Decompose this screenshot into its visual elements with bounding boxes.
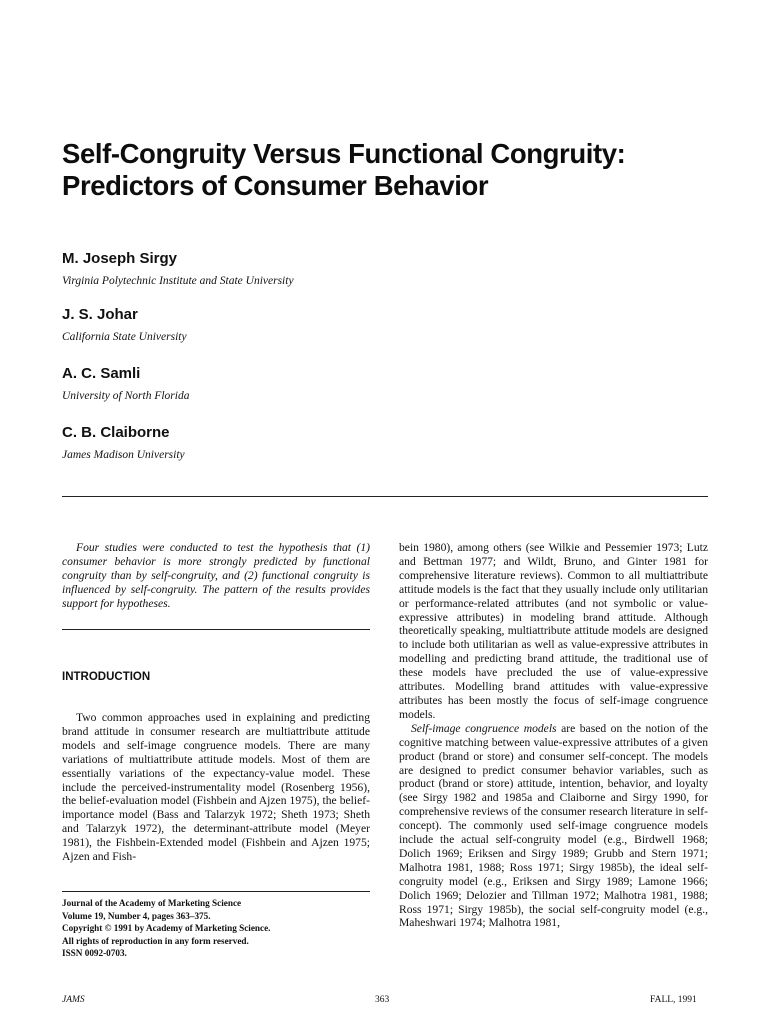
author-name: M. Joseph Sirgy [62,250,178,267]
author-affiliation: Virginia Polytechnic Institute and State University [62,275,294,287]
footnote-line: ISSN 0092-0703. [62,948,127,959]
author-name: A. C. Samli [62,365,141,382]
footnote-line: Journal of the Academy of Marketing Science [62,898,242,908]
footnote-line: All rights of reproduction in any form reserved. [62,935,249,946]
header-divider [62,496,708,497]
title-line-2: Predictors of Consumer Behavior [62,170,489,201]
author-affiliation: University of North Florida [62,390,190,402]
footnote-divider [62,891,370,892]
author-block [62,365,662,403]
footer-journal: JAMS [62,995,85,1005]
section-heading-introduction: INTRODUCTION [62,671,151,683]
emphasis-term: Self-image congruence models [411,721,557,735]
author-block [62,250,662,288]
body-paragraph: Two common approaches used in explaining and predicting brand attitude in consumer research are multiattribute attitude models and self-image congruence models. There are many variations of multiattribute attitude models. Most of them are essentially variations of the expectancy-value model. These include the perceived-instrumentality model (Rosenberg 1956), the belief-evaluation model (Fishbein and Ajzen 1975), the belief-importance model (Bass and Talarzyk 1972; Sheth 1973; Sheth and Talarzyk 1972), the determinant-attribute model (Meyer 1981), the Fishbein-Extended model (Fishbein and Ajzen 1975; Ajzen and Fish- [62,711,370,864]
body-paragraph: bein 1980), among others (see Wilkie and Pessemier 1973; Lutz and Bettman 1977; and Wildt, Bruno, and Ginter 1981 for comprehensive literature reviews). Common to all multiattribute attitude models is the fact that they usually include only utilitarian or performance-related attributes (and not symbolic or value-expressive attributes) in modeling brand attitude. Although theoretically speaking, multiattribute attitude models are designed to include both utilitarian as well as value-expressive attributes in modelling and predicting brand attitude, the traditional use of these models have precluded the use of value-expressive attributes. Modelling brand attitudes with value-expressive attributes has been mostly the focus of self-image congruence models. [399,541,708,721]
author-name: J. S. Johar [62,306,138,323]
right-column [399,541,708,930]
journal-footnote [62,897,370,960]
author-affiliation: California State University [62,331,187,343]
title-line-1: Self-Congruity Versus Functional Congruity: [62,138,626,169]
paragraph-text: are based on the notion of the cognitive matching between value-expressive attributes of a given product (brand or store) and consumer self-concept. The models are designed to predict consumer behavior variables, such as product (brand or store) attitude, intention, behavior, and loyalty (see Sirgy 1982 and 1985a and Claiborne and Sirgy 1990, for comprehensive reviews of the consumer research literature in self-concept). The commonly used self-image congruence models include the actual self-congruity model (e.g., Birdwell 1968; Dolich 1969; Eriksen and Sirgy 1989; Grubb and Stern 1971; Malhotra 1981, 1988; Ross 1971; Sirgy 1985b), the ideal self-congruity model (e.g., Eriksen and Sirgy 1989; Lamone 1966; Dolich 1969; Delozier and Tillman 1972; Malhotra 1981, 1988; Ross 1971; Sirgy 1985b), the social self-congruity model (e.g., Maheshwari 1974; Malhotra 1981, [399,721,708,930]
footnote-line: Volume 19, Number 4, pages 363–375. [62,910,211,921]
author-affiliation: James Madison University [62,449,185,461]
footnote-line: Copyright © 1991 by Academy of Marketing Science. [62,923,271,934]
abstract-divider [62,629,370,630]
author-block [62,424,662,462]
introduction-paragraph-left [62,711,370,864]
author-name: C. B. Claiborne [62,424,170,441]
author-block [62,306,662,344]
abstract: Four studies were conducted to test the hypothesis that (1) consumer behavior is more strongly predicted by functional congruity than by self-congruity, and (2) functional congruity is influenced by self-congruity. The pattern of the results provides support for hypotheses. [62,541,370,610]
article-title [62,138,742,202]
page-number: 363 [375,995,390,1005]
body-paragraph [399,722,708,931]
footer-issue: FALL, 1991 [650,995,697,1005]
